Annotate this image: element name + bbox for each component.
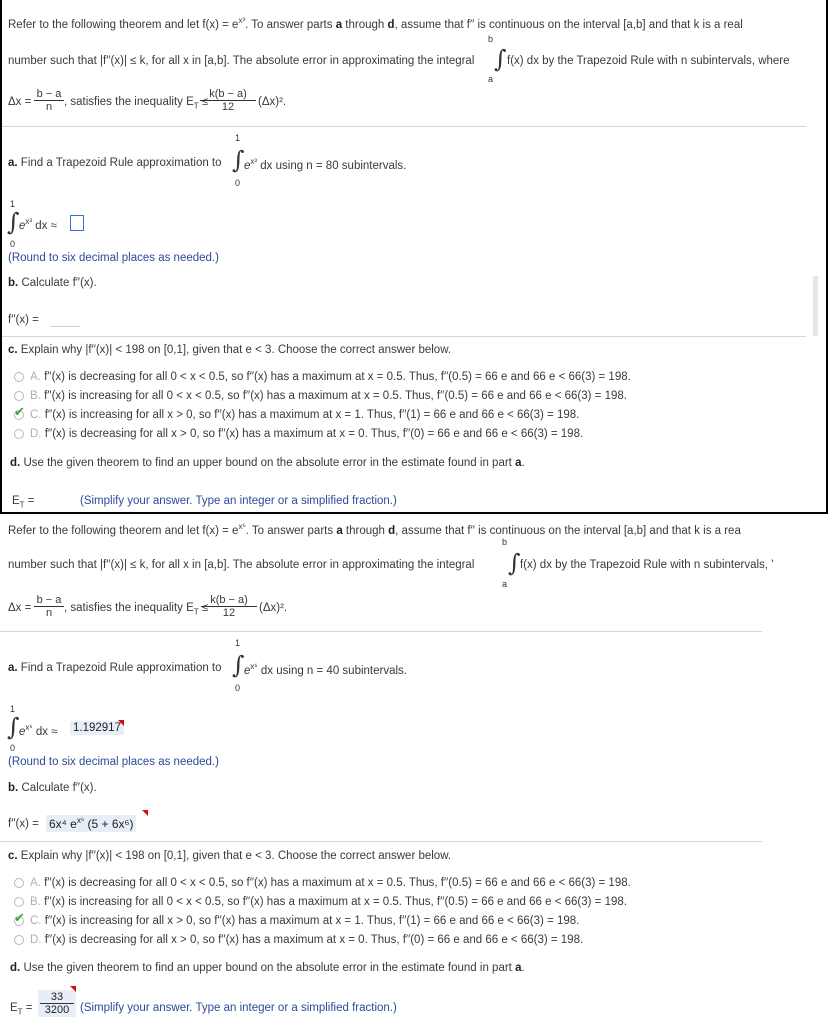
integral-sign: ∫	[232, 651, 245, 679]
divider	[2, 336, 806, 337]
fpp-row: f′′(x) =	[8, 818, 39, 830]
theorem-line-2: number such that |f′′(x)| ≤ k, for all x in [a,b]. The absolute error in approximating the integral	[8, 559, 475, 571]
option-a[interactable]: A. f′′(x) is decreasing for all 0 < x < 0.5, so f′′(x) has a maximum at x = 0.5. Thus, f′′(0.5) = 66 e and 66 e < 66(3) = 198.	[30, 877, 631, 889]
flag-icon	[118, 720, 124, 726]
option-b[interactable]: B. f′′(x) is increasing for all 0 < x < 0.5, so f′′(x) has a maximum at x = 0.5. Thus, f′′(0.5) = 66 e and 66 e < 66(3) = 198.	[30, 390, 627, 402]
dx-squared: (Δx)².	[259, 602, 288, 614]
fpp-label: f′′(x) =	[8, 314, 39, 326]
integral-sign: ∫	[232, 146, 245, 174]
dx-label: Δx =	[8, 96, 32, 108]
part-d-prompt: d. Use the given theorem to find an upper bound on the absolute error in the estimate found in part a.	[10, 457, 525, 469]
part-c-prompt: c. Explain why |f′′(x)| < 198 on [0,1], given that e < 3. Choose the correct answer below.	[8, 850, 452, 862]
integral-upper: b	[488, 34, 494, 44]
answer-a-input[interactable]	[70, 215, 84, 231]
integral-sign: ∫	[494, 45, 507, 73]
dx-fraction: $\frac{b - a}{n}$	[34, 88, 64, 113]
integral-sign: ∫	[7, 713, 20, 741]
part-c-prompt: c. Explain why |f′′(x)| < 198 on [0,1], given that e < 3. Choose the correct answer below.	[8, 344, 452, 356]
flag-icon	[70, 986, 76, 992]
divider	[0, 631, 762, 632]
option-d[interactable]: D. f′′(x) is decreasing for all x > 0, so f′′(x) has a maximum at x = 0. Thus, f′′(0) = 66 e and 66 e < 66(3) = 198.	[30, 428, 584, 440]
integral-lower: a	[502, 579, 508, 589]
inequality-text: , satisfies the inequality $E_T$ ≤	[64, 96, 209, 111]
theorem-line-1: Refer to the following theorem and let $f(x) = e^{x^6}$. To answer parts a through d, assume that f′′ is continuous on the interval [a,b] and that k is a rea	[8, 522, 741, 537]
dx-label: Δx =	[8, 602, 32, 614]
divider	[2, 126, 806, 127]
simplify-note: (Simplify your answer. Type an integer or a simplified fraction.)	[80, 495, 397, 507]
dx-fraction: $\frac{b - a}{n}$	[34, 594, 64, 619]
checkmark-icon: ✔	[14, 910, 25, 925]
answer-a-expression: $e^{x^6}$ dx ≈	[19, 723, 58, 738]
divider	[0, 841, 762, 842]
et-answer[interactable]: $\frac{33}{3200}$	[38, 990, 76, 1017]
k-fraction: $\frac{k(b - a)}{12}$	[201, 594, 257, 619]
et-label: $E_T$ =	[12, 495, 35, 510]
theorem-line-2b: f(x) dx by the Trapezoid Rule with n subintervals, where	[507, 55, 790, 67]
option-a-radio[interactable]	[14, 372, 24, 382]
integral-sign: ∫	[508, 549, 521, 577]
part-a-lower: 0	[235, 178, 241, 188]
option-b-radio[interactable]	[14, 897, 24, 907]
et-label: $E_T$ =	[10, 1002, 33, 1017]
simplify-note: (Simplify your answer. Type an integer or a simplified fraction.)	[80, 1002, 397, 1014]
option-b[interactable]: B. f′′(x) is increasing for all 0 < x < 0.5, so f′′(x) has a maximum at x = 0.5. Thus, f′′(0.5) = 66 e and 66 e < 66(3) = 198.	[30, 896, 627, 908]
answer-lower: 0	[10, 743, 16, 753]
answer-a-value[interactable]: 1.192917	[70, 721, 124, 735]
answer-upper: 1	[10, 704, 16, 714]
part-a-prompt: a. Find a Trapezoid Rule approximation to	[8, 662, 222, 674]
option-a-radio[interactable]	[14, 878, 24, 888]
theorem-line-2b: f(x) dx by the Trapezoid Rule with n subintervals, '	[520, 559, 774, 571]
part-b-prompt: b. Calculate f′′(x).	[8, 277, 97, 289]
option-d-radio[interactable]	[14, 935, 24, 945]
part-a-upper: 1	[235, 638, 241, 648]
integral-sign: ∫	[7, 208, 20, 236]
option-c[interactable]: C. f′′(x) is increasing for all x > 0, so f′′(x) has a maximum at x = 1. Thus, f′′(1) = 66 e and 66 e < 66(3) = 198.	[30, 409, 580, 421]
option-b-radio[interactable]	[14, 391, 24, 401]
integral-upper: b	[502, 537, 508, 547]
flag-icon	[142, 810, 148, 816]
option-d[interactable]: D. f′′(x) is decreasing for all x > 0, so f′′(x) has a maximum at x = 0. Thus, f′′(0) = 66 e and 66 e < 66(3) = 198.	[30, 934, 584, 946]
option-c[interactable]: C. f′′(x) is increasing for all x > 0, so f′′(x) has a maximum at x = 1. Thus, f′′(1) = 66 e and 66 e < 66(3) = 198.	[30, 915, 580, 927]
option-a[interactable]: A. f′′(x) is decreasing for all 0 < x < 0.5, so f′′(x) has a maximum at x = 0.5. Thus, f′′(0.5) = 66 e and 66 e < 66(3) = 198.	[30, 371, 631, 383]
part-a-integrand: $e^{x^6}$ dx using n = 40 subintervals.	[244, 662, 407, 677]
integral-lower: a	[488, 74, 494, 84]
answer-upper: 1	[10, 199, 16, 209]
option-d-radio[interactable]	[14, 429, 24, 439]
question-panel-2	[0, 516, 828, 1024]
answer-lower: 0	[10, 239, 16, 249]
dx-squared: (Δx)².	[258, 96, 287, 108]
part-a-upper: 1	[235, 133, 241, 143]
round-note: (Round to six decimal places as needed.)	[8, 252, 219, 264]
fpp-input[interactable]	[50, 326, 80, 327]
checkmark-icon: ✔	[14, 404, 25, 419]
part-b-prompt: b. Calculate f′′(x).	[8, 782, 97, 794]
scrollbar[interactable]	[813, 276, 818, 336]
part-a-prompt: a. Find a Trapezoid Rule approximation to	[8, 157, 222, 169]
part-a-lower: 0	[235, 683, 241, 693]
round-note: (Round to six decimal places as needed.)	[8, 756, 219, 768]
theorem-line-1: Refer to the following theorem and let $f(x) = e^{x^3}$. To answer parts a through d, assume that f′′ is continuous on the interval [a,b] and that k is a real	[8, 16, 743, 31]
part-d-prompt: d. Use the given theorem to find an upper bound on the absolute error in the estimate found in part a.	[10, 962, 525, 974]
fpp-answer[interactable]: 6x⁴ $e^{x^6}$ (5 + 6x⁶)	[46, 815, 136, 832]
part-a-integrand: $e^{x^3}$ dx using n = 80 subintervals.	[244, 157, 407, 172]
k-fraction: $\frac{k(b - a)}{12}$	[200, 88, 256, 113]
inequality-text: , satisfies the inequality $E_T$ ≤	[64, 602, 209, 617]
answer-a-expression: $e^{x^3}$ dx ≈	[19, 217, 57, 232]
theorem-line-2: number such that |f′′(x)| ≤ k, for all x in [a,b]. The absolute error in approximating the integral	[8, 55, 475, 67]
